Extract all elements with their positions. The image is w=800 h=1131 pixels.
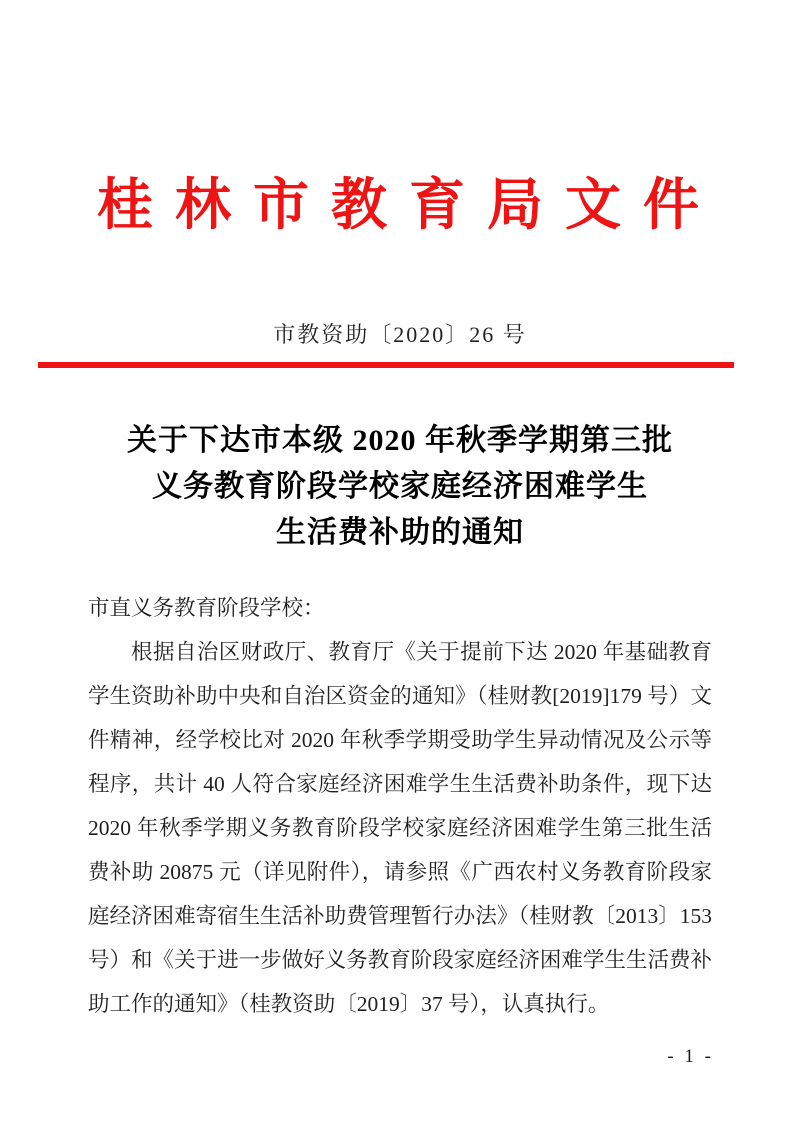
notice-title [60,418,740,556]
notice-title-line-1: 关于下达市本级 2020 年秋季学期第三批 [127,424,673,457]
red-divider-line [38,362,734,368]
page-number: - 1 - [667,1046,714,1067]
document-number: 市教资助〔2020〕26 号 [273,322,527,347]
document-body [88,586,712,1026]
document-header-title: 桂 林 市 教 育 局 文 件 [97,175,703,237]
body-paragraph: 根据自治区财政厅、教育厅《关于提前下达 2020 年基础教育学生资助补助中央和自治区资金的通知》（桂财教[2019]179 号）文件精神，经学校比对 2020 年秋季学期受助学生异动情况及公示等程序，共计 40 人符合家庭经济困难学生生活费补助条件，现下达 2020 年秋季学期义务教育阶段学校家庭经济困难学生第三批生活费补助 20875 元（详见附件），请参照《广西农村义务教育阶段家庭经济困难寄宿生生活补助费管理暂行办法》（桂财教〔2013〕153 号）和《关于进一步做好义务教育阶段家庭经济困难学生生活费补助工作的通知》（桂教资助〔2019〕37 号），认真执行。 [88,640,712,1016]
notice-title-line-3: 生活费补助的通知 [276,516,524,549]
notice-title-line-2: 义务教育阶段学校家庭经济困难学生 [152,470,648,503]
salutation-line: 市直义务教育阶段学校： [88,596,325,620]
